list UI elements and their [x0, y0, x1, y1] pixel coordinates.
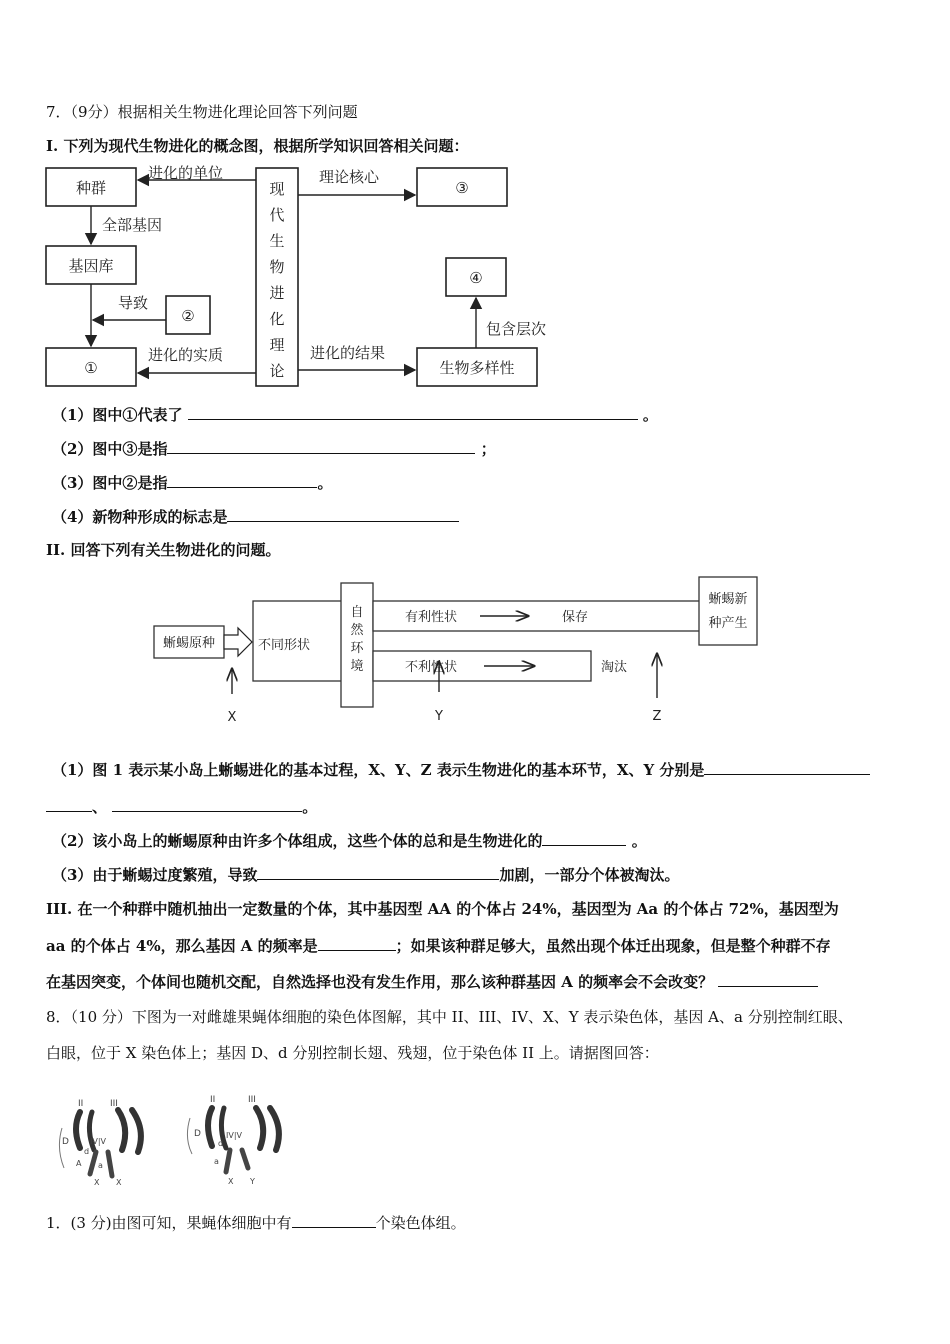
part3-line2: aa 的个体占 4%，那么基因 A 的频率是 ；如果该种群足够大，虽然出现个体迁出现象，但是整个种群不存: [46, 937, 831, 955]
theory-char: 进: [269, 284, 285, 302]
env-char: 然: [350, 623, 364, 638]
sex-chrom-label: X: [116, 1178, 122, 1187]
answer-blank[interactable]: [112, 796, 302, 812]
answer-blank[interactable]: [292, 1212, 376, 1228]
env-char: 环: [350, 641, 364, 656]
answer-blank[interactable]: [46, 796, 92, 812]
concept-map: [40, 160, 580, 395]
gene-pool-label: 基因库: [68, 257, 114, 275]
circle2-label: ②: [181, 307, 195, 325]
male-karyotype: [187, 1095, 278, 1186]
q7-header: 7．（9分）根据相关生物进化理论回答下列问题: [46, 103, 358, 121]
answer-blank[interactable]: [318, 935, 396, 951]
gene-label: D: [62, 1137, 69, 1147]
answer-blank[interactable]: [227, 506, 459, 522]
chrom-label: II: [78, 1099, 84, 1109]
circle4-label: ④: [469, 269, 483, 287]
theory-char: 代: [269, 206, 285, 224]
gene-label: IV|V: [90, 1137, 106, 1146]
new-species-box: [699, 577, 757, 645]
part1-q4: （4）新物种形成的标志是: [52, 506, 459, 527]
lizard-diagram: [150, 572, 770, 727]
q8-sub1: 1．(3 分)由图可知，果蝇体细胞中有 个染色体组。: [46, 1214, 466, 1232]
part2-title: II. 回答下列有关生物进化的问题。: [46, 541, 281, 559]
new-species-line1: 蜥蜴新: [708, 592, 748, 607]
theory-core-label: 理论核心: [319, 168, 380, 186]
female-karyotype: [59, 1099, 140, 1187]
gene-label: IV|V: [226, 1131, 242, 1140]
gene-label: D: [194, 1129, 201, 1139]
chrom-label: III: [110, 1099, 118, 1109]
answer-blank[interactable]: [704, 759, 870, 775]
gene-label: A: [76, 1159, 82, 1168]
sex-chrom-label: X: [94, 1178, 100, 1187]
z-label: Z: [652, 709, 662, 724]
part2-q1: （1）图 1 表示某小岛上蜥蜴进化的基本过程，X、Y、Z 表示生物进化的基本环节，X、Y 分别是: [52, 759, 870, 780]
chrom-label: II: [210, 1095, 216, 1105]
answer-blank[interactable]: [167, 472, 317, 488]
x-label: X: [227, 710, 237, 725]
result-label: 进化的结果: [310, 344, 386, 362]
leads-to-label: 导致: [118, 294, 149, 312]
part1-q3: （3）图中②是指 。: [52, 474, 333, 492]
q8-line1: 8．（10 分）下图为一对雌雄果蝇体细胞的染色体图解，其中 II、III、IV、X、Y 表示染色体，基因 A、a 分别控制红眼、: [46, 1008, 853, 1026]
answer-blank[interactable]: [718, 971, 818, 987]
all-genes-label: 全部基因: [102, 216, 163, 234]
favorable-label: 有利性状: [405, 610, 458, 625]
biodiversity-label: 生物多样性: [439, 359, 515, 377]
env-char: 境: [350, 659, 364, 674]
levels-label: 包含层次: [486, 320, 547, 338]
part1-q1: （1）图中①代表了 。: [52, 406, 658, 424]
theory-char: 物: [269, 258, 285, 276]
part3-line1: III. 在一个种群中随机抽出一定数量的个体，其中基因型 AA 的个体占 24%，基因型为 Aa 的个体占 72%，基因型为: [46, 900, 839, 918]
circle3-label: ③: [455, 179, 469, 197]
traits-label: 不同形状: [258, 638, 311, 653]
fly-chromosomes: [50, 1088, 310, 1188]
env-char: 自: [350, 605, 364, 620]
y-label: Y: [435, 709, 443, 724]
part2-q3: （3）由于蜥蜴过度繁殖，导致 加剧，一部分个体被淘汰。: [52, 866, 680, 884]
preserve-label: 保存: [562, 610, 589, 625]
part1-title: I. 下列为现代生物进化的概念图，根据所学知识回答相关问题：: [46, 137, 469, 155]
sex-chrom-label: Y: [250, 1177, 255, 1186]
answer-blank[interactable]: [167, 438, 475, 454]
sex-chrom-label: X: [228, 1177, 234, 1186]
unit-label: 进化的单位: [148, 164, 224, 182]
unfavorable-label: 不利性状: [405, 660, 458, 675]
gene-label: a: [98, 1161, 103, 1170]
hollow-arrow: [224, 628, 252, 656]
gene-label: d: [84, 1147, 90, 1156]
part1-q2: （2）图中③是指 ；: [52, 440, 496, 458]
eliminate-label: 淘汰: [601, 660, 628, 675]
part2-q2: （2）该小岛上的蜥蜴原种由许多个体组成，这些个体的总和是生物进化的 。: [52, 832, 647, 850]
chrom-label: III: [248, 1095, 256, 1105]
answer-blank[interactable]: [188, 404, 638, 420]
theory-char: 论: [269, 362, 285, 380]
answer-blank[interactable]: [542, 830, 626, 846]
part2-q1-cont: 、 。: [46, 796, 317, 817]
population-label: 种群: [75, 179, 107, 197]
gene-label: a: [214, 1157, 219, 1166]
q8-line2: 白眼，位于 X 染色体上；基因 D、d 分别控制长翅、残翅，位于染色体 II 上。请据图回答：: [46, 1044, 659, 1062]
new-species-line2: 种产生: [708, 616, 748, 631]
essence-label: 进化的实质: [148, 346, 224, 364]
theory-char: 理: [269, 336, 285, 354]
gene-label: d: [218, 1139, 224, 1148]
theory-char: 化: [269, 310, 285, 328]
answer-blank[interactable]: [257, 864, 499, 880]
original-species-label: 蜥蜴原种: [162, 636, 216, 651]
theory-char: 现: [269, 180, 285, 198]
part3-line3: 在基因突变，个体间也随机交配，自然选择也没有发生作用，那么该种群基因 A 的频率会不会改变？: [46, 971, 818, 992]
theory-char: 生: [269, 232, 285, 250]
circle1-label: ①: [84, 359, 98, 377]
